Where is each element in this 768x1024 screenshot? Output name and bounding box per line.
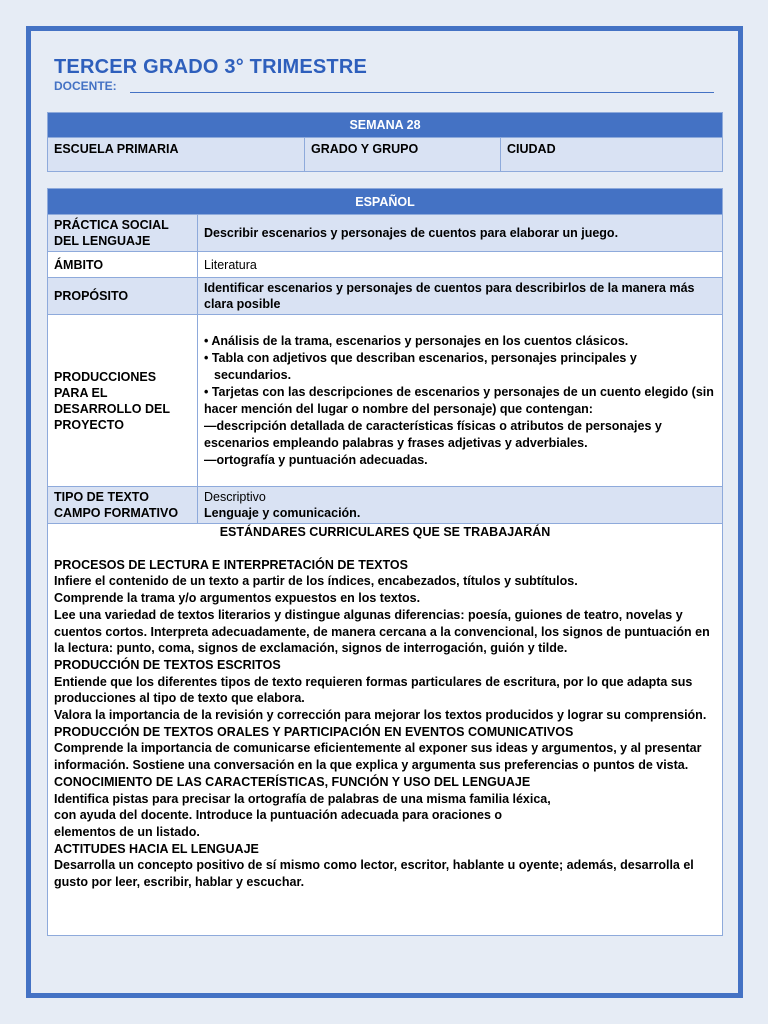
standards-section-title: PRODUCCIÓN DE TEXTOS ESCRITOS — [54, 657, 281, 672]
standards-line: Infiere el contenido de un texto a partir de los índices, encabezados, títulos y subtítulos. — [54, 574, 578, 589]
producciones-item: secundarios. — [214, 367, 292, 382]
campo-value: Lenguaje y comunicación. — [204, 506, 361, 520]
producciones-item: • Tarjetas con las descripciones de escenarios y personajes de un cuento elegido (sin hacer mención del lugar o nombre del personaje) que contengan: — [204, 384, 714, 416]
standards-section-title: CONOCIMIENTO DE LAS CARACTERÍSTICAS, FUNCIÓN Y USO DEL LENGUAJE — [54, 774, 531, 789]
ciudad-cell: CIUDAD — [501, 138, 723, 172]
producciones-item: —descripción detallada de características físicas o atributos de personajes y escenarios empleando palabras y frases adjetivas y adverbiales. — [204, 418, 662, 450]
standards-line: Valora la importancia de la revisión y corrección para mejorar los textos producidos y lograr su comprensión. — [54, 708, 707, 723]
tipo-label: TIPO DE TEXTO — [54, 490, 149, 504]
grado-cell: GRADO Y GRUPO — [305, 138, 501, 172]
info-table — [47, 112, 723, 172]
standards-line: Comprende la trama y/o argumentos expuestos en los textos. — [54, 591, 421, 606]
practica-value: Describir escenarios y personajes de cuentos para elaborar un juego. — [198, 215, 723, 252]
producciones-item: —ortografía y puntuación adecuadas. — [204, 452, 428, 467]
standards-line: elementos de un listado. — [54, 824, 200, 839]
proposito-value: Identificar escenarios y personajes de cuentos para describirlos de la manera más clara posible — [198, 278, 723, 315]
standards-line: Entiende que los diferentes tipos de texto requieren formas particulares de escritura, por lo que adapta sus producciones al tipo de texto que elabora. — [54, 674, 693, 706]
standards-line: con ayuda del docente. Introduce la puntuación adecuada para oraciones o — [54, 808, 503, 823]
subject-header: ESPAÑOL — [48, 189, 723, 215]
main-table — [47, 188, 723, 936]
week-header: SEMANA 28 — [48, 113, 723, 138]
campo-label: CAMPO FORMATIVO — [54, 506, 179, 520]
standards-line: Desarrolla un concepto positivo de sí mismo como lector, escritor, hablante u oyente; además, desarrolla el gusto por leer, escribir, hablar y escuchar. — [54, 858, 694, 890]
docente-label: DOCENTE: — [54, 79, 117, 93]
page-title: TERCER GRADO 3° TRIMESTRE — [54, 56, 368, 78]
producciones-item: • Análisis de la trama, escenarios y personajes en los cuentos clásicos. — [204, 333, 629, 348]
tipo-campo-labels — [48, 487, 198, 524]
standards-line: Lee una variedad de textos literarios y distingue algunas diferencias: poesía, guiones de teatro, novelas y cuentos cortos. Interpreta adecuadamente, de manera cercana a la convencional, los signos de puntuación en la lectura: punto, coma, signos de exclamación, signos de interrogación, guión y tilde. — [54, 607, 710, 656]
standards-cell — [48, 524, 723, 936]
producciones-label: PRODUCCIONES PARA EL DESARROLLO DEL PROYECTO — [48, 315, 198, 487]
standards-title: ESTÁNDARES CURRICULARES QUE SE TRABAJARÁN — [219, 525, 551, 539]
producciones-list — [198, 315, 723, 487]
proposito-label: PROPÓSITO — [48, 278, 198, 315]
tipo-value: Descriptivo — [204, 490, 266, 504]
docente-line[interactable] — [130, 92, 714, 93]
practica-label: PRÁCTICA SOCIAL DEL LENGUAJE — [48, 215, 198, 252]
ambito-value: Literatura — [198, 252, 723, 278]
standards-section-title: ACTITUDES HACIA EL LENGUAJE — [54, 841, 259, 856]
ambito-label: ÁMBITO — [48, 252, 198, 278]
standards-section-title: PRODUCCIÓN DE TEXTOS ORALES Y PARTICIPACIÓN EN EVENTOS COMUNICATIVOS — [54, 724, 574, 739]
standards-section-title: PROCESOS DE LECTURA E INTERPRETACIÓN DE TEXTOS — [54, 557, 408, 572]
standards-line: Comprende la importancia de comunicarse eficientemente al exponer sus ideas y argumentos, y al presentar información. Sostiene una conversación en la que explica y argumenta sus preferencias o puntos de vista. — [54, 741, 702, 773]
producciones-item: • Tabla con adjetivos que describan escenarios, personajes principales y — [204, 350, 637, 365]
tipo-campo-values — [198, 487, 723, 524]
escuela-cell: ESCUELA PRIMARIA — [48, 138, 305, 172]
standards-line: Identifica pistas para precisar la ortografía de palabras de una misma familia léxica, — [54, 791, 551, 806]
